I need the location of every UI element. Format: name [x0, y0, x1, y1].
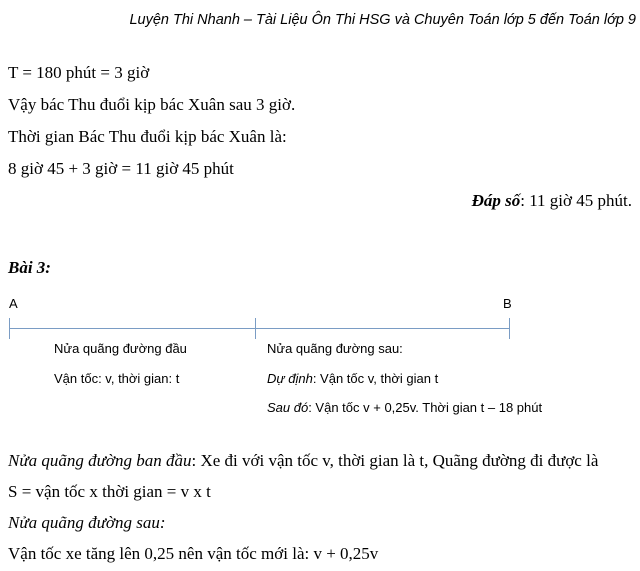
answer-value: : 11 giờ 45 phút.	[520, 191, 632, 210]
solution-line-2: Vậy bác Thu đuổi kịp bác Xuân sau 3 giờ.	[8, 95, 296, 114]
solution-line-4: 8 giờ 45 + 3 giờ = 11 giờ 45 phút	[8, 159, 234, 178]
second-half-title: Nửa quãng đường sau:	[267, 341, 403, 356]
actual-label: Sau đó	[267, 400, 309, 415]
solution-line-1: T = 180 phút = 3 giờ	[8, 63, 150, 82]
first-half-paragraph	[8, 451, 598, 471]
first-half-text: : Xe đi với vận tốc v, thời gian là t, Quãng đường đi được là	[191, 451, 599, 470]
page-header: Luyện Thi Nhanh – Tài Liệu Ôn Thi HSG và Chuyên Toán lớp 5 đến Toán lớp 9	[129, 12, 636, 28]
planned-info	[267, 371, 438, 386]
tick-b	[509, 318, 510, 339]
second-half-heading: Nửa quãng đường sau:	[8, 513, 166, 532]
tick-midpoint	[255, 318, 256, 339]
first-half-info: Vận tốc: v, thời gian: t	[54, 371, 180, 386]
planned-label: Dự định	[267, 371, 313, 386]
route-line	[9, 328, 510, 329]
point-b-label: B	[503, 296, 512, 311]
first-half-heading: Nửa quãng đường ban đầu	[8, 451, 192, 470]
actual-info	[267, 400, 542, 415]
planned-text: : Vận tốc v, thời gian t	[312, 371, 439, 386]
first-half-title: Nửa quãng đường đầu	[54, 341, 187, 356]
tick-a	[9, 318, 10, 339]
point-a-label: A	[9, 296, 18, 311]
solution-line-3: Thời gian Bác Thu đuổi kịp bác Xuân là:	[8, 127, 287, 146]
actual-text: : Vận tốc v + 0,25v. Thời gian t – 18 phút	[308, 400, 543, 415]
answer-line	[472, 191, 632, 211]
answer-label: Đáp số	[471, 191, 521, 210]
distance-formula: S = vận tốc x thời gian = v x t	[8, 482, 211, 501]
speed-increase-line: Vận tốc xe tăng lên 0,25 nên vận tốc mới là: v + 0,25v	[8, 544, 379, 563]
problem-title: Bài 3:	[8, 258, 51, 277]
